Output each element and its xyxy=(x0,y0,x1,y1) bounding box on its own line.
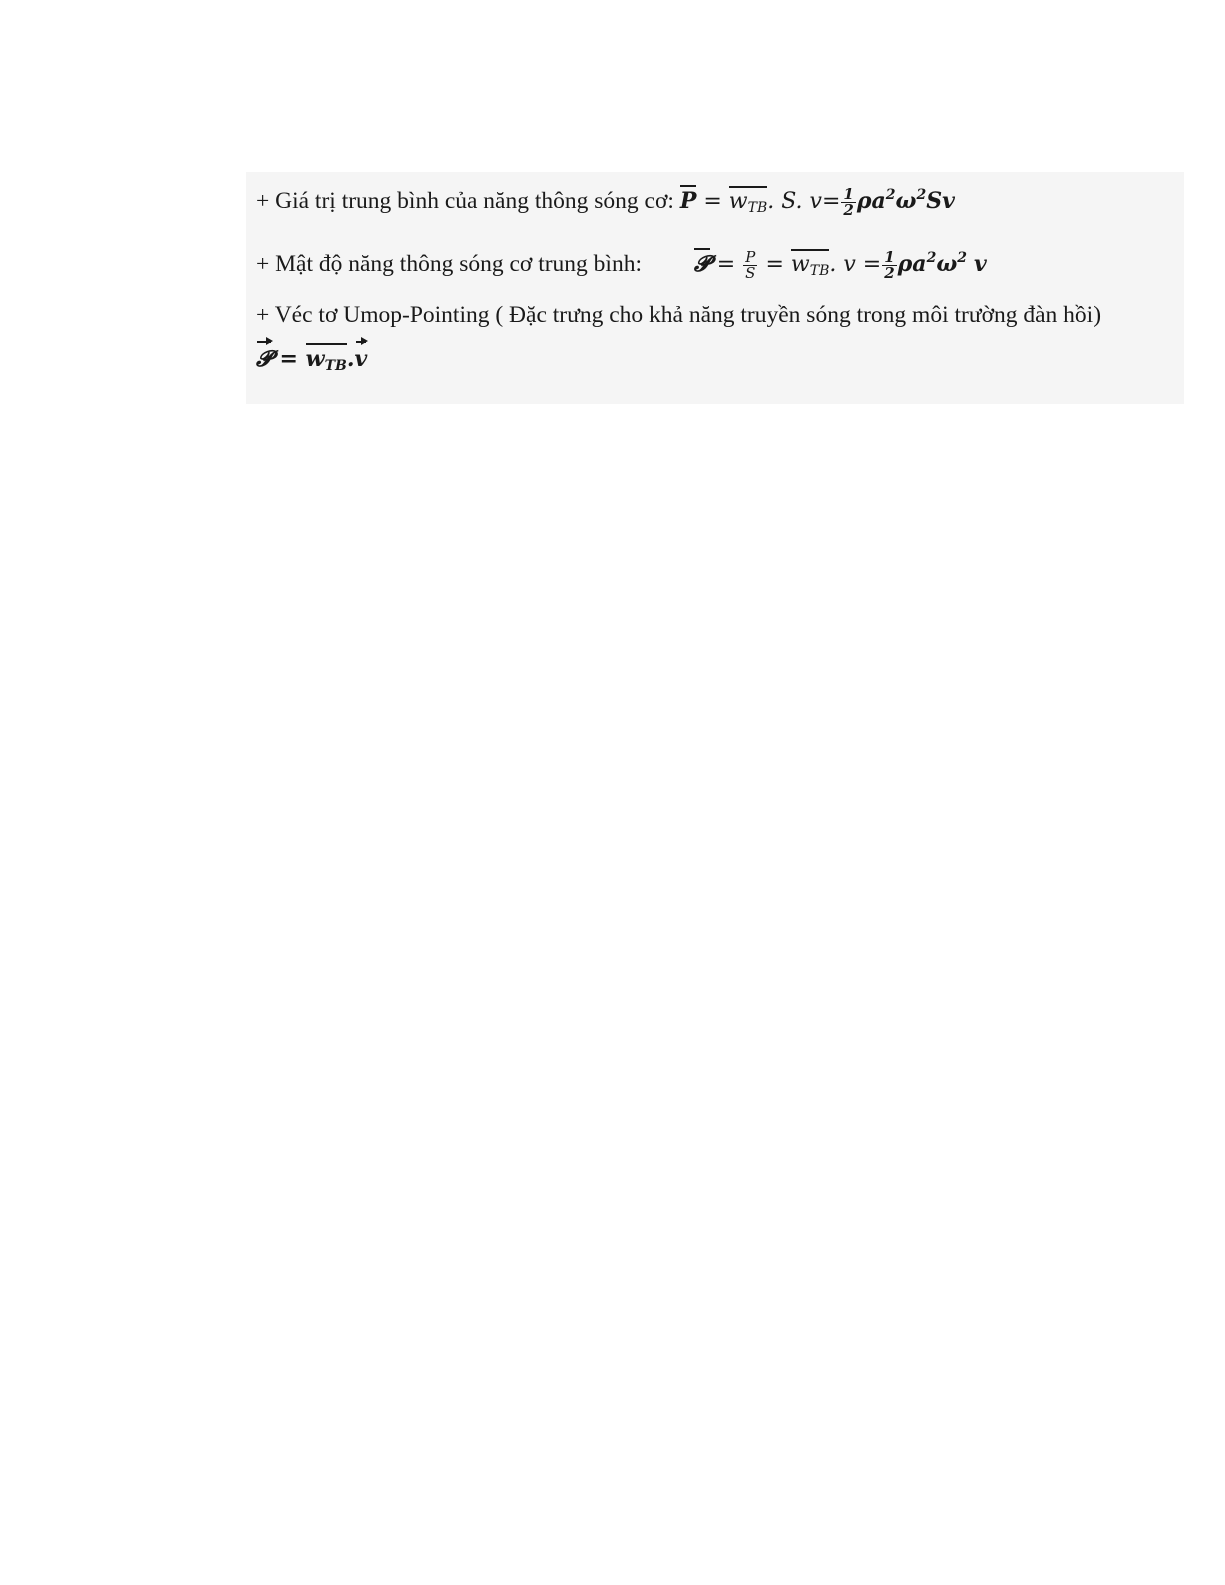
one-half-fraction: $\frac{1}{2}$ xyxy=(884,247,895,282)
vector-formula-line xyxy=(256,344,367,381)
energy-flux-density-text: + Mật độ năng thông sóng cơ trung bình: xyxy=(256,251,642,277)
umov-poynting-vector-line xyxy=(256,300,1101,330)
average-energy-flux-text: + Giá trị trung bình của năng thông sóng cơ: xyxy=(256,188,674,214)
p-over-s-fraction: $\frac{P}{S}$ xyxy=(745,247,756,282)
formula-excerpt xyxy=(246,172,1184,404)
w-bar-symbol: $w_{TB}$ xyxy=(791,250,829,286)
energy-flux-density-formula: 𝓟 = $\frac{P}{S}$ = $w_{TB}$. v = $\frac{1}{2}$ $\rho a^2\omega^2$ v xyxy=(694,252,987,277)
script-p-bar-symbol: 𝓟 xyxy=(693,251,710,277)
w-bar-symbol: $w_{TB}$ xyxy=(306,344,347,381)
vector-formula: 𝓟 = $w_{TB}.v$ xyxy=(256,346,367,372)
w-bar-symbol: $w_{TB}$ xyxy=(729,187,767,223)
p-bar-symbol: P xyxy=(679,188,697,214)
one-half-fraction: $\frac{1}{2}$ xyxy=(843,184,854,219)
script-p-vector-symbol: 𝓟 xyxy=(256,346,272,372)
average-energy-flux-line xyxy=(256,180,955,223)
umov-poynting-vector-text: + Véc tơ Umop-Pointing ( Đặc trưng cho khả năng truyền sóng trong môi trường đàn hồi) xyxy=(256,302,1102,328)
v-vector-symbol: v xyxy=(354,346,368,372)
energy-flux-density-line xyxy=(256,243,987,286)
average-energy-flux-formula: $P = w_{TB}$. S. v= $\frac{1}{2}$ $\rho a^2\omega^2Sv$ xyxy=(680,189,955,214)
